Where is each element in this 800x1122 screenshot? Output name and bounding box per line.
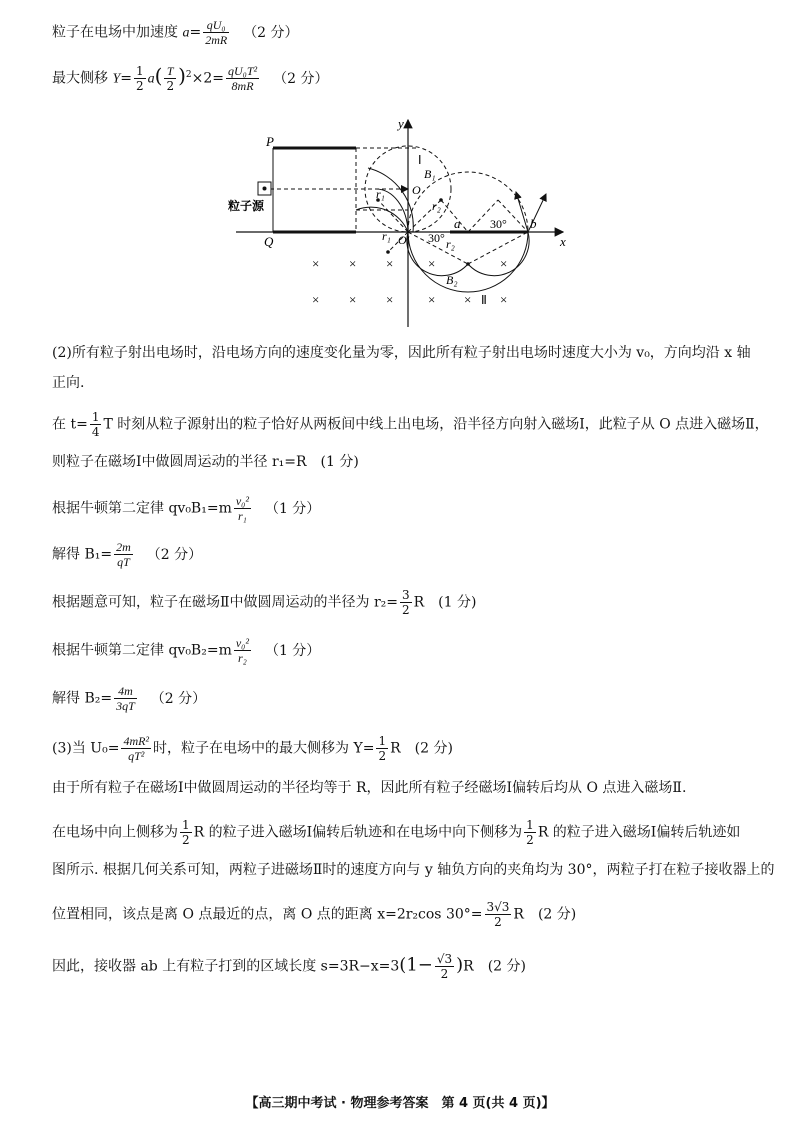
den: 2	[526, 833, 534, 847]
label-P: P	[266, 134, 274, 149]
num: 1	[182, 818, 190, 832]
page-footer: 【高三期中考试 · 物理参考答案 第 4 页(共 4 页)】	[245, 1096, 555, 1111]
text: 解得 B₁=	[52, 546, 113, 563]
points: （2 分）	[273, 70, 329, 87]
den: 2	[402, 603, 410, 617]
fraction	[234, 636, 251, 665]
fraction	[400, 588, 412, 617]
text: R (2 分)	[463, 958, 526, 975]
label-I: Ⅰ	[418, 153, 422, 167]
text: 时，粒子在电场中的最大侧移为 Y=	[153, 740, 375, 757]
den: 2mR	[205, 33, 228, 47]
num: T	[164, 64, 176, 79]
fraction	[114, 684, 137, 713]
text: 解得 B₂=	[52, 690, 113, 707]
label-O: O	[412, 183, 421, 197]
text: R (2 分)	[390, 740, 453, 757]
newton-law-1	[52, 494, 320, 523]
cross-mark: ×	[386, 256, 394, 271]
den: 2	[440, 967, 449, 981]
solve-B1	[52, 540, 202, 569]
physics-diagram	[228, 112, 578, 337]
num: 3	[402, 588, 410, 602]
text: 在电场中向上侧移为	[52, 824, 178, 841]
var-Y: Y	[112, 71, 121, 87]
fraction	[376, 734, 388, 763]
points: （2 分）	[146, 546, 203, 563]
text: R (2 分)	[513, 906, 577, 923]
text: 粒子在电场中加速度	[52, 24, 183, 41]
points: （2 分）	[150, 690, 207, 707]
fraction	[164, 64, 176, 93]
cross-mark: ×	[464, 292, 472, 307]
den: 2	[378, 749, 387, 763]
field-II-arc	[408, 232, 528, 292]
fraction	[234, 494, 251, 523]
text: 根据牛顿第二定律 qv₀B₁=m	[52, 500, 232, 517]
fraction	[435, 952, 454, 981]
den: 2	[166, 79, 175, 93]
den: r₁	[237, 509, 247, 523]
newton-law-2	[52, 636, 320, 665]
radius-r2	[52, 588, 476, 617]
cross-mark: ×	[312, 256, 320, 271]
cross-mark: ×	[386, 292, 394, 307]
fraction	[485, 900, 512, 929]
text: 因此，接收器 ab 上有粒子打到的区域长度 s=3R−x=3	[52, 958, 400, 975]
label-x: x	[560, 234, 566, 249]
fraction	[203, 18, 229, 47]
fraction	[90, 410, 102, 439]
var-a: a	[147, 71, 155, 87]
points: （1 分）	[264, 642, 321, 659]
text: (3)当 U₀=	[52, 740, 120, 757]
fraction	[121, 734, 151, 763]
p3-line2: 则粒子在磁场Ⅰ中做圆周运动的半径 r₁=R (1 分)	[52, 454, 359, 470]
fraction	[524, 818, 536, 847]
num: 4m	[114, 684, 137, 699]
den: qT	[117, 555, 130, 569]
label-angle-2: 30°	[428, 231, 445, 245]
points: （1 分）	[264, 500, 321, 517]
num: 1	[135, 64, 144, 78]
num: 4mR²	[123, 734, 150, 748]
den: 2	[182, 833, 190, 847]
den: r₂	[237, 651, 247, 665]
cross-mark: ×	[349, 292, 357, 307]
var-a: a	[182, 25, 190, 41]
label-B2: B₂	[446, 273, 458, 287]
num: 2m	[116, 540, 131, 554]
cross-mark: ×	[428, 256, 436, 271]
den: 2	[494, 915, 502, 929]
text: T 时刻从粒子源射出的粒子恰好从两板间中线上出电场，沿半径方向射入磁场Ⅰ，此粒子从 O 点进入磁场Ⅱ，	[103, 416, 769, 433]
label-II: Ⅱ	[481, 293, 487, 307]
den: 8mR	[231, 79, 254, 93]
text: )	[456, 954, 464, 976]
label-b: b	[530, 216, 537, 231]
fraction	[114, 540, 133, 569]
text: R (1 分)	[413, 594, 477, 611]
text: 在 t=	[52, 416, 88, 433]
part2-text: (2)所有粒子射出电场时，沿电场方向的速度变化量为零，因此所有粒子射出电场时速度大小为 v₀，方向均沿 x 轴正向.	[52, 345, 751, 391]
text: R 的粒子进入磁场Ⅰ偏转后轨迹如	[537, 824, 741, 841]
solve-B2	[52, 684, 206, 713]
cross-mark: ×	[349, 256, 357, 271]
den: 2	[135, 79, 144, 93]
text: ×2=	[191, 70, 224, 87]
text: R 的粒子进入磁场Ⅰ偏转后轨迹和在电场中向下侧移为	[193, 824, 523, 841]
text: 位置相同，该点是离 O 点最近的点，离 O 点的距离 x=2r₂cos 30°=	[52, 906, 483, 923]
cross-mark: ×	[428, 292, 436, 307]
num: 3√3	[486, 900, 510, 914]
part3-condition	[52, 734, 453, 763]
fraction	[134, 64, 146, 93]
label-r2a: r₂	[432, 199, 441, 213]
fraction	[226, 64, 259, 93]
num: qU₀T²	[228, 64, 258, 78]
p10-line: 由于所有粒子在磁场Ⅰ中做圆周运动的半径均等于 R，因此所有粒子经磁场Ⅰ偏转后均从 O 点进入磁场Ⅱ.	[52, 780, 687, 796]
num: 1	[91, 410, 100, 424]
p14-line	[52, 952, 526, 981]
p11-line	[52, 818, 740, 847]
den: 4	[91, 425, 100, 439]
p3-line1	[52, 410, 769, 439]
cross-mark: ×	[500, 256, 508, 271]
label-y: y	[398, 116, 404, 131]
label-angle-1: 30°	[490, 217, 507, 231]
label-a: a	[454, 216, 461, 231]
label-r1a: r₁	[376, 187, 385, 201]
num: v₀²	[235, 494, 249, 508]
points: （2 分）	[243, 24, 299, 41]
num: v₀²	[235, 636, 249, 650]
label-r2b: r₂	[446, 237, 455, 251]
cross-mark: ×	[500, 292, 508, 307]
text: 根据牛顿第二定律 qv₀B₂=m	[52, 642, 232, 659]
label-B1: B₁	[424, 167, 436, 181]
num: 1	[526, 818, 534, 832]
p12-line: 图所示. 根据几何关系可知，两粒子进磁场Ⅱ时的速度方向与 y 轴负方向的夹角均为 30°，两粒子打在粒子接收器上的	[52, 862, 775, 878]
label-Q: Q	[264, 234, 274, 249]
text: 最大侧移	[52, 70, 113, 87]
den: 3qT	[116, 699, 135, 713]
accel-line: 粒子在电场中加速度 a= $\frac{\text{qU₀}}{2mR}$ （2 分）	[52, 18, 299, 47]
cross-mark: ×	[312, 292, 320, 307]
num: 1	[378, 734, 387, 748]
p13-line	[52, 900, 576, 929]
label-source: 粒子源	[228, 199, 265, 213]
num: √3	[436, 952, 453, 966]
label-O-prime: O′	[398, 233, 410, 247]
den: qT²	[128, 749, 145, 763]
text: (1−	[399, 954, 433, 976]
num: qU₀	[203, 18, 229, 33]
label-r1b: r₁	[382, 229, 391, 243]
max-displacement-line: 最大侧移 Y= $\frac{1}{2}$ a( $\frac{T}{2}$ )$^2$×2= $\frac{\text{qU₀T²}}{8mR}$ （2 分）	[52, 63, 329, 93]
text: 根据题意可知，粒子在磁场Ⅱ中做圆周运动的半径为 r₂=	[52, 594, 398, 611]
fraction	[180, 818, 192, 847]
